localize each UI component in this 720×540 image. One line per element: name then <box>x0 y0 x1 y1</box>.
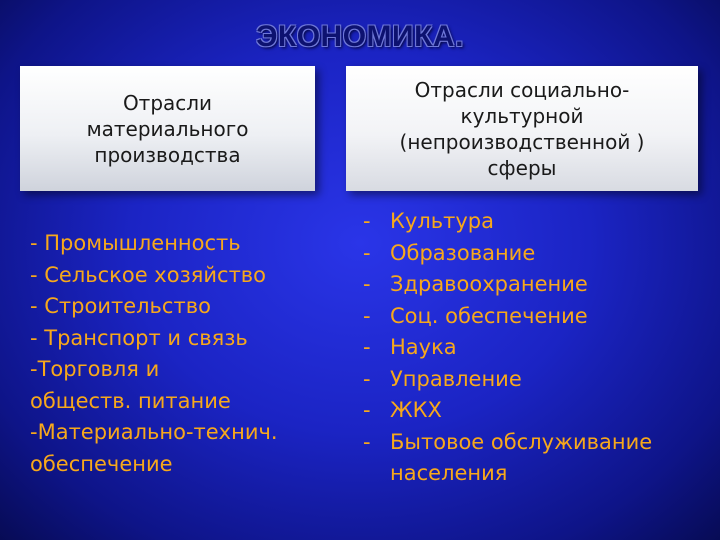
list-dash: - <box>363 303 371 328</box>
list-item <box>363 364 708 396</box>
list-item-text: Наука <box>390 335 457 359</box>
list-item-text: ЖКХ <box>390 398 442 422</box>
material-production-list <box>30 228 350 480</box>
material-production-label: Отрасли материального производства <box>86 90 249 167</box>
list-dash: - <box>363 366 371 391</box>
list-item: обществ. питание <box>30 388 231 413</box>
list-item: - Строительство <box>30 294 211 318</box>
list-item-text: Образование <box>390 240 536 265</box>
list-item-text: Здравоохранение <box>390 272 588 296</box>
list-item: -Торговля и <box>30 357 160 381</box>
list-item <box>363 301 708 333</box>
social-cultural-label: Отрасли социально- культурной (непроизводственной ) сферы <box>399 77 645 180</box>
list-item-text: Управление <box>390 366 522 391</box>
list-item: обеспечение <box>30 451 173 476</box>
list-dash: - <box>363 272 371 296</box>
page-title: ЭКОНОМИКА. <box>256 20 464 53</box>
list-item: -Материально-технич. <box>30 420 278 444</box>
list-item <box>363 269 708 301</box>
social-cultural-list <box>363 206 708 490</box>
list-item <box>363 206 708 238</box>
list-dash: - <box>363 209 371 233</box>
list-item <box>363 238 708 270</box>
social-cultural-box <box>346 66 698 191</box>
list-item-text: Бытовое обслуживание <box>390 429 653 454</box>
list-item: - Сельское хозяйство <box>30 262 267 287</box>
list-dash: - <box>363 429 371 454</box>
list-item <box>363 427 708 459</box>
list-item-text: Культура <box>390 209 494 233</box>
material-production-box <box>20 66 315 191</box>
list-item <box>363 395 708 427</box>
list-dash: - <box>363 240 371 265</box>
list-item-continuation: населения <box>390 461 508 485</box>
list-item: - Транспорт и связь <box>30 325 248 350</box>
list-item: - Промышленность <box>30 231 241 255</box>
list-dash: - <box>363 398 371 422</box>
list-item <box>363 332 708 364</box>
list-dash: - <box>363 335 371 359</box>
list-item-text: Соц. обеспечение <box>390 303 588 328</box>
